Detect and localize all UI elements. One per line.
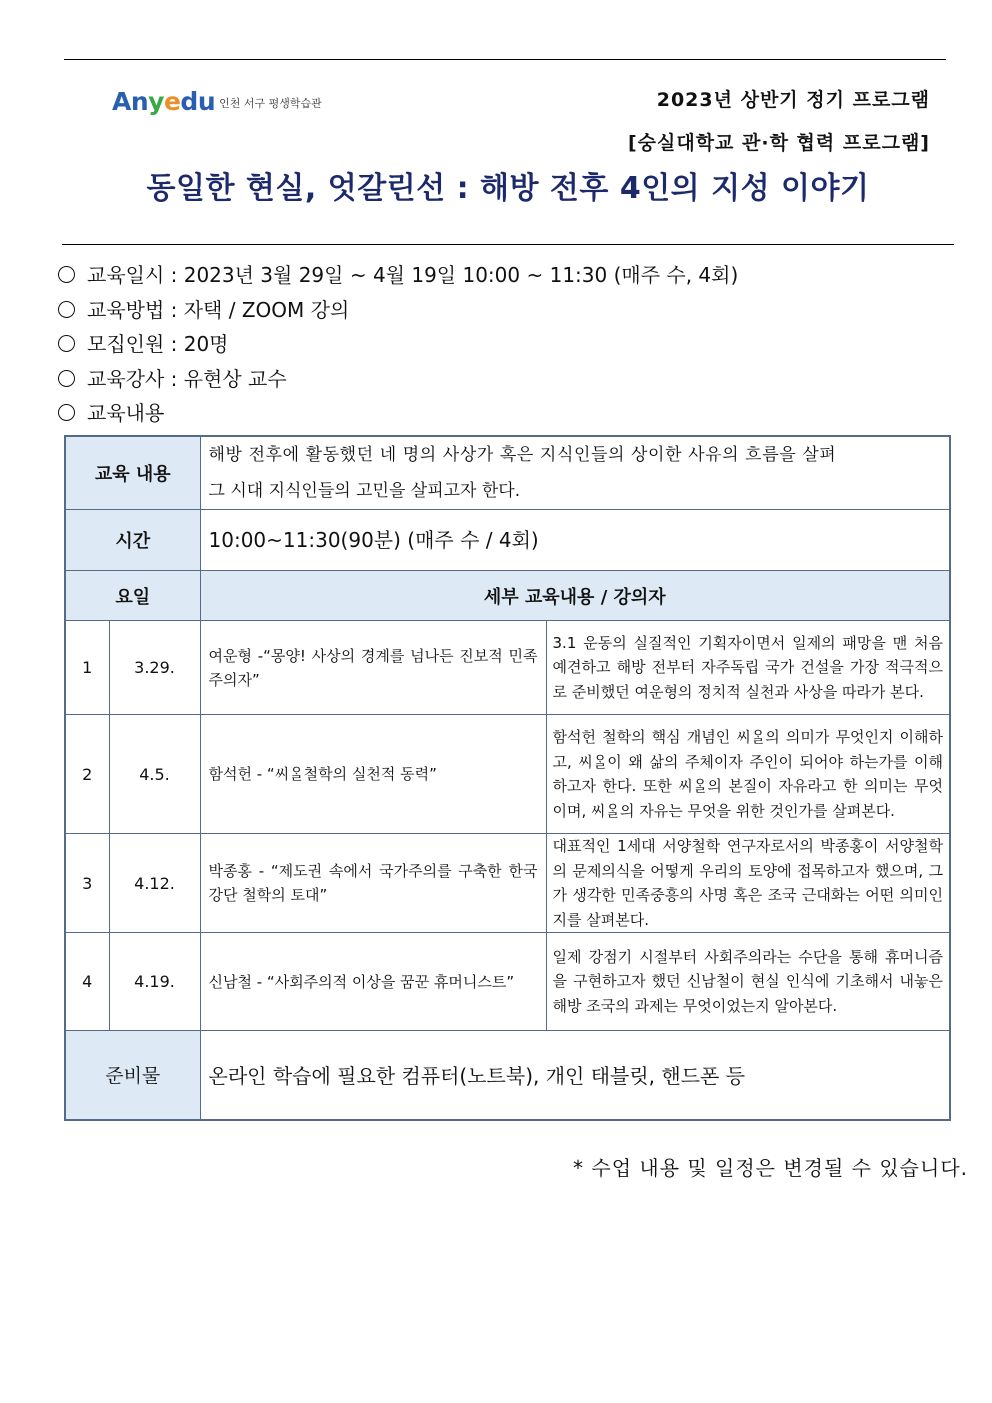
prep-value: 온라인 학습에 필요한 컴퓨터(노트북), 개인 태블릿, 핸드폰 등 [200, 1031, 950, 1120]
content-row [65, 436, 950, 510]
circle-bullet-icon [58, 404, 75, 421]
session-lecture: 함석헌 - “씨ᄋᆞᆯ철학의 실천적 동력” [200, 715, 546, 834]
info-content-heading: 교육내용 [58, 397, 164, 426]
table-row [65, 715, 950, 834]
page-title: 동일한 현실, 엇갈린선 : 해방 전후 4인의 지성 이야기 [146, 171, 870, 206]
day-label: 요일 [65, 571, 200, 621]
prep-row [65, 1031, 950, 1120]
info-instructor: 교육강사 : 유현상 교수 [58, 363, 287, 392]
content-line-2: 그 시대 지식인들의 고민을 살피고자 한다. [208, 481, 521, 501]
top-rule [64, 59, 946, 60]
circle-bullet-icon [58, 370, 75, 387]
session-lecture: 신남철 - “사회주의적 이상을 꿈꾼 휴머니스트” [200, 933, 546, 1031]
session-lecture: 여운형 -“몽양! 사상의 경계를 넘나든 진보적 민족주의자” [200, 621, 546, 715]
table-row [65, 621, 950, 715]
logo-subtitle: 인천 서구 평생학습관 [219, 97, 322, 110]
logo-wordmark: Anyedu [112, 87, 216, 116]
content-label: 교육 내용 [65, 436, 200, 510]
session-detail: 일제 강점기 시절부터 사회주의라는 수단을 통해 휴머니즘을 구현하고자 했던 신남철이 현실 인식에 기초해서 내놓은 해방 조국의 과제는 무엇이었는지 알아본다. [546, 933, 950, 1031]
time-row [65, 510, 950, 571]
circle-bullet-icon [58, 266, 75, 283]
program-label: 2023년 상반기 정기 프로그램 [656, 89, 930, 111]
anyedu-logo [112, 76, 322, 116]
session-date: 4.19. [109, 933, 200, 1031]
time-label: 시간 [65, 510, 200, 571]
session-number: 2 [65, 715, 109, 834]
session-date: 3.29. [109, 621, 200, 715]
content-line-1: 해방 전후에 활동했던 네 명의 사상가 혹은 지식인들의 상이한 사유의 흐름을 살펴 [208, 445, 837, 465]
session-lecture: 박종홍 - “제도권 속에서 국가주의를 구축한 한국 강단 철학의 토대” [200, 834, 546, 933]
partnership-label: [숭실대학교 관·학 협력 프로그램] [627, 132, 930, 154]
session-detail: 대표적인 1세대 서양철학 연구자로서의 박종홍이 서양철학의 문제의식을 어떻게 우리의 토양에 접목하고자 했으며, 그가 생각한 민족중흥의 사명 혹은 조국 근대화는 어떤 의미인지를 살펴본다. [546, 834, 950, 933]
session-detail: 함석헌 철학의 핵심 개념인 씨ᄋᆞᆯ의 의미가 무엇인지 이해하고, 씨ᄋᆞᆯ이 왜 삶의 주체이자 주인이 되어야 하는가를 이해하고자 한다. 또한 씨ᄋᆞᆯ의 본질이 자유라고 한 의미는 무엇이며, 씨ᄋᆞᆯ의 자유는 무엇을 위한 것인가를 살펴본다. [546, 715, 950, 834]
session-date: 4.12. [109, 834, 200, 933]
circle-bullet-icon [58, 335, 75, 352]
session-detail: 3.1 운동의 실질적인 기획자이면서 일제의 패망을 맨 처음 예견하고 해방 전부터 자주독립 국가 건설을 가장 적극적으로 준비했던 여운형의 정치적 실천과 사상을 따라가 본다. [546, 621, 950, 715]
detail-label: 세부 교육내용 / 강의자 [200, 571, 950, 621]
session-date: 4.5. [109, 715, 200, 834]
title-rule [62, 244, 954, 245]
info-date: 교육일시 : 2023년 3월 29일 ~ 4월 19일 10:00 ~ 11:30 (매주 수, 4회) [58, 259, 738, 288]
circle-bullet-icon [58, 301, 75, 318]
info-capacity: 모집인원 : 20명 [58, 328, 229, 357]
prep-label: 준비물 [65, 1031, 200, 1120]
time-value: 10:00~11:30(90분) (매주 수 / 4회) [200, 510, 950, 571]
schedule-header-row [65, 571, 950, 621]
schedule-change-note: * 수업 내용 및 일정은 변경될 수 있습니다. [573, 1156, 968, 1180]
session-number: 1 [65, 621, 109, 715]
session-number: 3 [65, 834, 109, 933]
content-description [200, 436, 950, 510]
table-row [65, 933, 950, 1031]
table-row [65, 834, 950, 933]
session-number: 4 [65, 933, 109, 1031]
info-method: 교육방법 : 자택 / ZOOM 강의 [58, 294, 349, 323]
program-table [64, 435, 951, 1121]
